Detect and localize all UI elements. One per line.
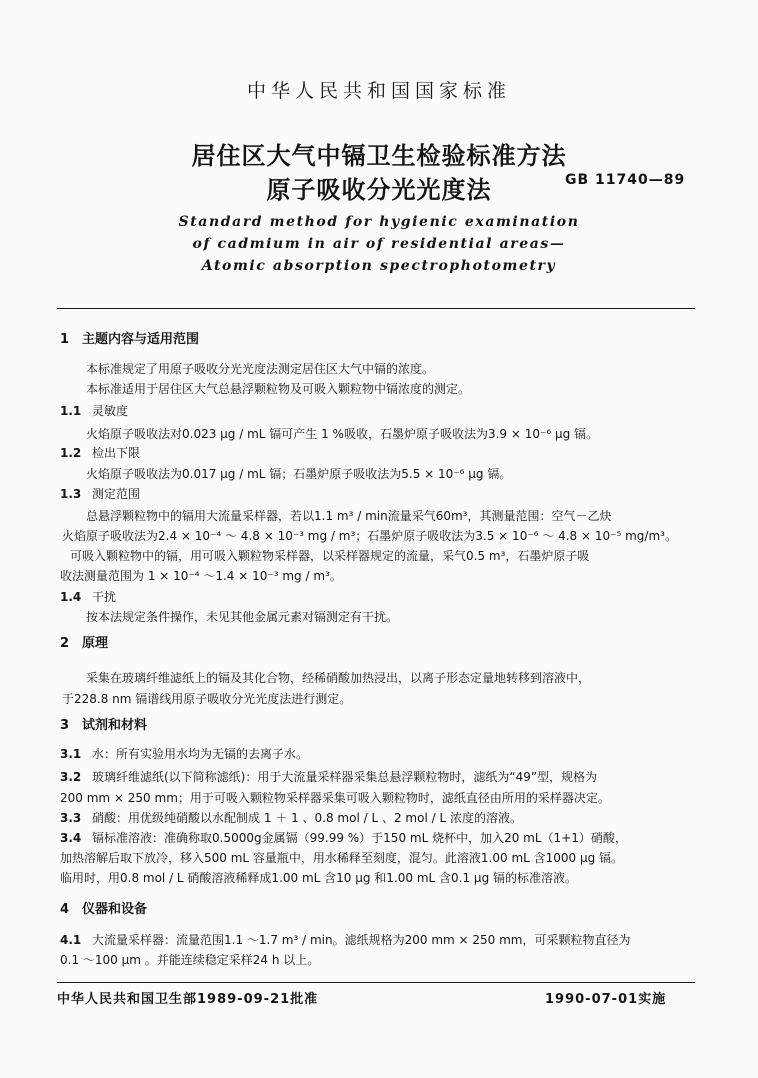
title-en-line1: Standard method for hygienic examination bbox=[178, 214, 580, 230]
subsection-title: 灵敏度 bbox=[92, 404, 129, 418]
paragraph: 本标准规定了用原子吸收分光光度法测定居住区大气中镉的浓度。 bbox=[86, 362, 435, 376]
paragraph: 0.1 ～100 μm 。并能连续稳定采样24 h 以上。 bbox=[60, 953, 320, 967]
approval-note: 中华人民共和国卫生部1989-09-21批准 bbox=[57, 992, 319, 1007]
paragraph: 火焰原子吸收法对0.023 μg / mL 镉可产生 1 %吸收，石墨炉原子吸收法为3.9 × 10⁻⁶ μg 镉。 bbox=[86, 427, 599, 441]
standard-org-header: 中华人民共和国国家标准 bbox=[246, 80, 511, 102]
paragraph: 本标准适用于居住区大气总悬浮颗粒物及可吸入颗粒物中镉浓度的测定。 bbox=[86, 382, 471, 396]
header-divider bbox=[57, 308, 695, 309]
standard-code: GB 11740—89 bbox=[565, 172, 686, 188]
paragraph: 火焰原子吸收法为2.4 × 10⁻⁴ ～ 4.8 × 10⁻³ mg / m³；石墨炉原子吸收法为3.5 × 10⁻⁶ ～ 4.8 × 10⁻⁵ mg/m³。 bbox=[62, 529, 677, 543]
footer-divider bbox=[57, 982, 695, 983]
paragraph: 采集在玻璃纤维滤纸上的镉及其化合物，经稀硝酸加热浸出，以离子形态定量地转移到溶液中， bbox=[86, 671, 591, 685]
subsection-title: 检出下限 bbox=[92, 446, 141, 460]
paragraph: 按本法规定条件操作，未见其他金属元素对镉测定有干扰。 bbox=[86, 610, 399, 624]
subsection-number: 3.4 bbox=[60, 831, 82, 845]
subsection-number: 1.2 bbox=[60, 446, 82, 460]
paragraph: 临用时，用0.8 mol / L 硝酸溶液稀释成1.00 mL 含10 μg 和1.00 mL 含0.1 μg 镉的标准溶液。 bbox=[60, 871, 577, 885]
paragraph: 可吸入颗粒物中的镉，用可吸入颗粒物采样器，以采样器规定的流量，采气0.5 m³，石墨炉原子吸 bbox=[70, 549, 590, 563]
paragraph: 硝酸：用优级纯硝酸以水配制成 1 ＋ 1 、0.8 mol / L 、2 mol / L 浓度的溶液。 bbox=[92, 811, 522, 825]
paragraph: 火焰原子吸收法为0.017 μg / mL 镉；石墨炉原子吸收法为5.5 × 10⁻⁶ μg 镉。 bbox=[86, 467, 512, 481]
paragraph: 总悬浮颗粒物中的镉用大流量采样器，若以1.1 m³ / min流量采气60m³，其测量范围：空气－乙炔 bbox=[86, 509, 612, 523]
section-2-heading: 2 原理 bbox=[60, 636, 109, 651]
subsection-title: 测定范围 bbox=[92, 487, 141, 501]
subsection-number: 3.2 bbox=[60, 770, 82, 784]
implementation-date: 1990-07-01实施 bbox=[545, 992, 667, 1007]
paragraph: 玻璃纤维滤纸(以下简称滤纸)：用于大流量采样器采集总悬浮颗粒物时，滤纸为“49”型，规格为 bbox=[92, 770, 598, 784]
subsection-number: 1.1 bbox=[60, 404, 82, 418]
subsection-title: 干扰 bbox=[92, 590, 117, 604]
subsection-number: 3.3 bbox=[60, 811, 82, 825]
paragraph: 加热溶解后取下放冷，移入500 mL 容量瓶中，用水稀释至刻度，混匀。此溶液1.00 mL 含1000 μg 镉。 bbox=[60, 851, 624, 865]
section-1-heading: 1 主题内容与适用范围 bbox=[60, 332, 200, 347]
title-en-line3: Atomic absorption spectrophotometry bbox=[201, 258, 557, 274]
title-en-line2: of cadmium in air of residential areas— bbox=[192, 236, 566, 252]
paragraph: 镉标准溶液：准确称取0.5000g金属镉（99.99 %）于150 mL 烧杯中，加入20 mL（1+1）硝酸， bbox=[92, 831, 627, 845]
section-4-heading: 4 仪器和设备 bbox=[60, 902, 148, 917]
paragraph: 收法测量范围为 1 × 10⁻⁴ ～1.4 × 10⁻³ mg / m³。 bbox=[60, 569, 342, 583]
paragraph: 水：所有实验用水均为无镉的去离子水。 bbox=[92, 747, 309, 761]
subsection-number: 4.1 bbox=[60, 933, 82, 947]
subsection-number: 1.4 bbox=[60, 590, 82, 604]
paragraph: 于228.8 nm 镉谱线用原子吸收分光光度法进行测定。 bbox=[62, 692, 352, 706]
paragraph: 200 mm × 250 mm；用于可吸入颗粒物采样器采集可吸入颗粒物时，滤纸直径由所用的采样器决定。 bbox=[60, 791, 610, 805]
title-cn-line1: 居住区大气中镉卫生检验标准方法 bbox=[191, 142, 567, 170]
subsection-number: 1.3 bbox=[60, 487, 82, 501]
subsection-number: 3.1 bbox=[60, 747, 82, 761]
section-3-heading: 3 试剂和材料 bbox=[60, 718, 148, 733]
paragraph: 大流量采样器：流量范围1.1 ～1.7 m³ / min。滤纸规格为200 mm × 250 mm，可采颗粒物直径为 bbox=[92, 933, 631, 947]
title-cn-line2: 原子吸收分光光度法 bbox=[266, 176, 492, 204]
